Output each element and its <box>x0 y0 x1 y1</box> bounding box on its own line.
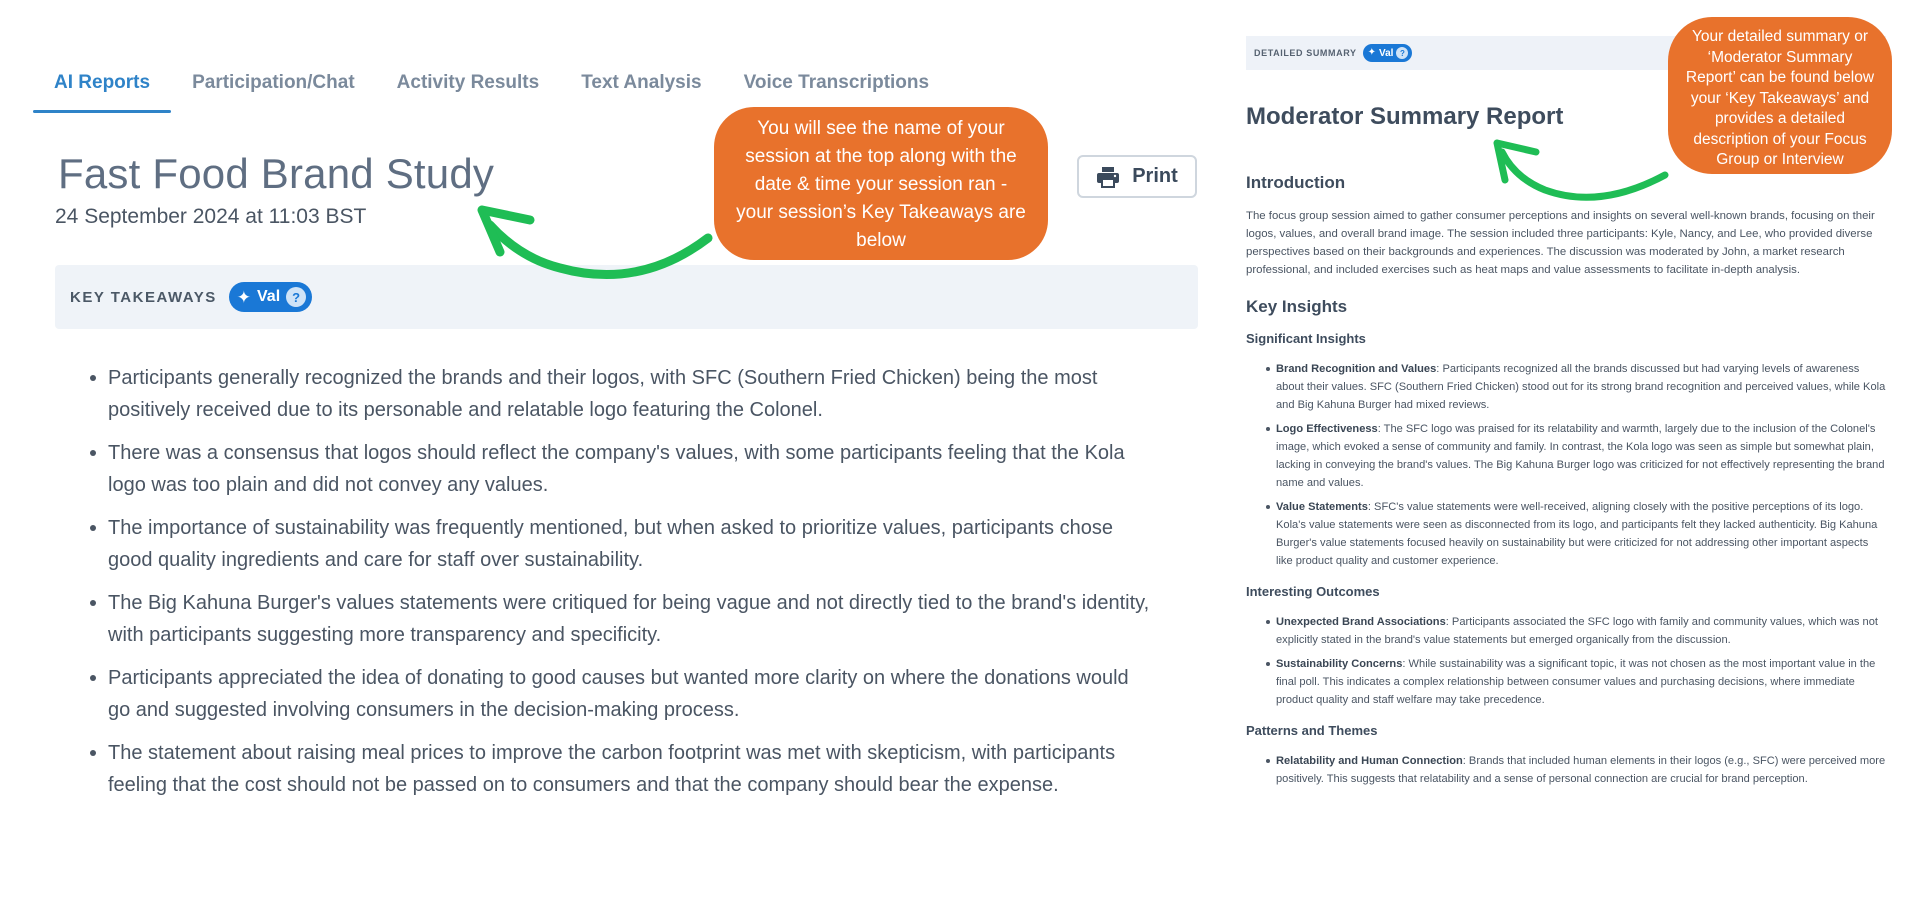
list-item: The importance of sustainability was frequently mentioned, but when asked to prioritize values, participants chose good quality ingredients and care for staff over sustainability. <box>90 512 1150 576</box>
item-text: : The SFC logo was praised for its relatability and warmth, largely due to the inclusion of the Colonel's image, which evoked a sense of community and family. In contrast, the Kola logo was seen as simple but somewhat plain, lacking in conveying the brand's values. The Big Kahuna Burger logo was criticized for not effectively representing the brand name and values. <box>1276 423 1885 489</box>
item-text: : Brands that included human elements in their logos (e.g., SFC) were perceived more positively. This suggests that relatability and a sense of personal connection are crucial for brand perception. <box>1276 755 1886 785</box>
list-item: The statement about raising meal prices to improve the carbon footprint was met with skepticism, with participants feeling that the cost should not be passed on to consumers and that the company should bear the expense. <box>90 737 1150 801</box>
key-takeaways-list <box>90 362 1150 812</box>
list-item: Participants generally recognized the brands and their logos, with SFC (Southern Fried Chicken) being the most positively received due to its personable and relatable logo featuring the Colonel. <box>90 362 1150 426</box>
val-badge-label: Val <box>1379 47 1394 59</box>
list-item <box>1276 360 1886 414</box>
list-item <box>1276 655 1886 709</box>
key-takeaways-header <box>55 265 1198 329</box>
item-text: : Participants associated the SFC logo with family and community values, which was not explicitly stated in the brand's value statements but emerged organically from the discussion. <box>1276 616 1878 646</box>
annotation-callout-summary: Your detailed summary or ‘Moderator Summary Report’ can be found below your ‘Key Takeaways’ and provides a detailed description of your Focus Group or Interview <box>1668 17 1892 174</box>
section-heading: Introduction <box>1246 173 1346 192</box>
tab-voice-transcriptions[interactable]: Voice Transcriptions <box>743 72 930 93</box>
item-term: Relatability and Human Connection <box>1276 755 1463 767</box>
session-datetime: 24 September 2024 at 11:03 BST <box>55 205 367 228</box>
tab-activity-results[interactable]: Activity Results <box>396 72 540 93</box>
list-item: Participants appreciated the idea of donating to good causes but wanted more clarity on where the donations would go and suggested involving consumers in the decision-making process. <box>90 662 1150 726</box>
list-item <box>1276 498 1886 570</box>
patterns-themes-list <box>1246 752 1886 788</box>
intro-paragraph: The focus group session aimed to gather consumer perceptions and insights on several well-known brands, focusing on their logos, values, and overall brand image. The session included three participants: Kyle, Nancy, and Lee, who provided diverse perspectives based on their backgrounds and experiences. The discussion was moderated by John, a market research professional, and included exercises such as heat maps and value assessments to facilitate in-depth analysis. <box>1246 210 1875 276</box>
list-item <box>1276 420 1886 492</box>
tab-text-analysis[interactable]: Text Analysis <box>581 72 702 93</box>
significant-insights-list <box>1246 360 1886 570</box>
val-ai-badge[interactable] <box>1363 44 1413 62</box>
print-label: Print <box>1132 165 1178 187</box>
subsection-heading: Significant Insights <box>1246 331 1366 346</box>
subsection-heading: Patterns and Themes <box>1246 723 1378 738</box>
list-item <box>1276 752 1886 788</box>
annotation-callout-session: You will see the name of your session at the top along with the date & time your session ran - your session’s Key Takeaways are below <box>714 107 1048 260</box>
item-term: Value Statements <box>1276 501 1368 513</box>
subsection-heading: Interesting Outcomes <box>1246 584 1380 599</box>
interesting-outcomes-list <box>1246 613 1886 709</box>
print-button[interactable] <box>1077 155 1197 198</box>
report-tabs <box>33 52 950 112</box>
report-body <box>1246 173 1886 802</box>
item-text: : Participants recognized all the brands discussed but had varying levels of awareness about their values. SFC (Southern Fried Chicken) stood out for its strong brand recognition and perceived values, while Kola and Big Kahuna Burger had mixed reviews. <box>1276 363 1886 411</box>
printer-icon <box>1096 166 1120 188</box>
val-ai-badge[interactable] <box>229 282 312 312</box>
sparkle-icon: ✦ <box>236 287 252 307</box>
tab-ai-reports[interactable]: AI Reports <box>33 52 171 112</box>
list-item: The Big Kahuna Burger's values statements were critiqued for being vague and not directly tied to the brand's identity, with participants suggesting more transparency and specificity. <box>90 587 1150 651</box>
item-text: : SFC's value statements were well-received, aligning closely with the positive perceptions of its logo. Kola's value statements were seen as disconnected from its logo, and participants felt they lacked authenticity. Big Kahuna Burger's value statements focused heavily on sustainability but were criticized for not addressing other important aspects like product quality and customer experience. <box>1276 501 1878 567</box>
item-text: : While sustainability was a significant topic, it was not chosen as the most important value in the final poll. This indicates a complex relationship between consumer values and purchasing decisions, where immediate product quality and staff welfare may take precedence. <box>1276 658 1876 706</box>
tab-participation-chat[interactable]: Participation/Chat <box>192 72 355 93</box>
report-title: Moderator Summary Report <box>1246 103 1564 130</box>
session-title: Fast Food Brand Study <box>58 150 495 197</box>
item-term: Unexpected Brand Associations <box>1276 616 1446 628</box>
item-term: Sustainability Concerns <box>1276 658 1403 670</box>
list-item <box>1276 613 1886 649</box>
list-item: There was a consensus that logos should reflect the company's values, with some participants feeling that the Kola logo was too plain and did not convey any values. <box>90 437 1150 501</box>
detailed-summary-label: DETAILED SUMMARY <box>1254 48 1357 58</box>
item-term: Brand Recognition and Values <box>1276 363 1437 375</box>
sparkle-icon: ✦ <box>1367 47 1376 58</box>
help-icon[interactable]: ? <box>286 287 306 307</box>
section-heading: Key Insights <box>1246 297 1348 316</box>
key-takeaways-label: KEY TAKEAWAYS <box>70 288 217 306</box>
help-icon[interactable]: ? <box>1396 47 1408 59</box>
item-term: Logo Effectiveness <box>1276 423 1378 435</box>
val-badge-label: Val <box>257 288 281 305</box>
